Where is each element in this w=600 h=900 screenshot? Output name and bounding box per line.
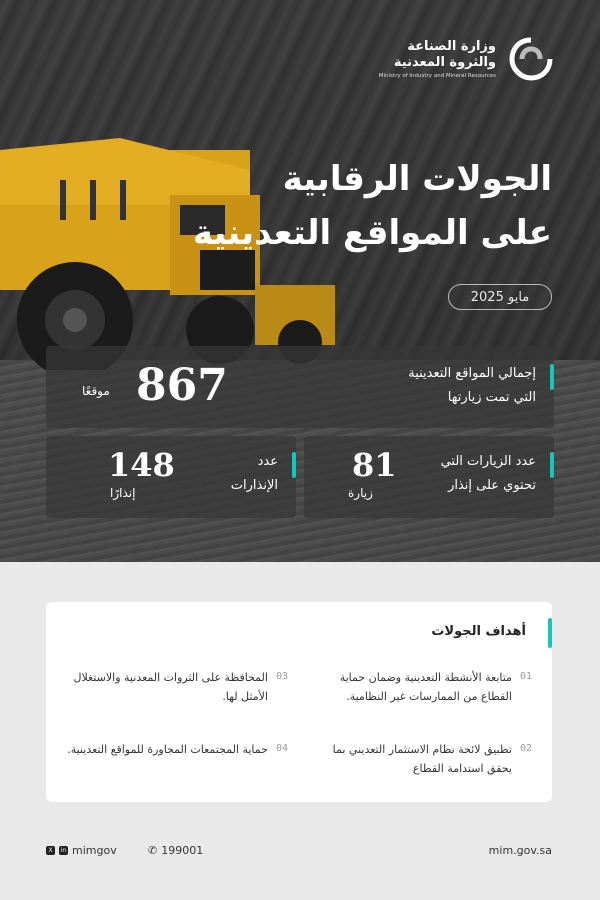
footer (0, 836, 600, 866)
phone-icon: ✆ (148, 844, 158, 857)
title-line2: على المواقع التعدينية (192, 213, 552, 253)
stat-warnings-label-line1: عدد (257, 454, 278, 469)
stat-card-total (46, 346, 554, 428)
goal-item (312, 740, 532, 778)
stat-total-label-line2: التي تمت زيارتها (447, 390, 536, 405)
stat-visits-label (441, 450, 536, 498)
stat-card-visits (304, 436, 554, 518)
stat-visits-label-line1: عدد الزيارات التي (440, 454, 536, 469)
ministry-emblem-icon (508, 36, 554, 82)
goal-number: 01 (519, 671, 532, 682)
goal-number: 03 (275, 671, 288, 682)
stat-visits-label-line2: تحتوي على إنذار (448, 478, 536, 493)
logo-arabic-line2: والثروة المعدنية (393, 55, 496, 70)
stat-visits-unit: زيارة (348, 486, 373, 500)
stat-total-label (408, 362, 536, 410)
footer-website-url: mim.gov.sa (488, 844, 552, 857)
footer-phone-number: 199001 (161, 844, 204, 857)
stat-total-unit: موقعًا (82, 384, 110, 398)
stat-total-label-line1: إجمالي المواقع التعدينية (408, 366, 536, 381)
goals-card (46, 602, 552, 802)
card-accent (550, 452, 554, 478)
title-line1: الجولات الرقابية (282, 159, 552, 199)
date-badge: مايو 2025 (448, 284, 552, 310)
goal-text: متابعة الأنشطة التعدينية وضمان حماية القطاع من الممارسات غير النظامية. (339, 671, 512, 703)
stat-warnings-unit: إنذارًا (110, 486, 136, 500)
footer-phone[interactable] (148, 844, 203, 857)
stat-warnings-label (231, 450, 278, 498)
page-title (193, 152, 552, 260)
stat-card-warnings (46, 436, 296, 518)
goal-text: حماية المجتمعات المجاورة للمواقع التعدينية. (67, 743, 268, 756)
stat-total-value: 867 (136, 360, 228, 411)
goal-item (66, 740, 288, 759)
card-accent (292, 452, 296, 478)
ministry-logo (379, 36, 554, 82)
footer-website[interactable] (489, 844, 552, 857)
goal-item (312, 668, 532, 706)
linkedin-icon: in (60, 847, 67, 854)
stat-visits-value: 81 (352, 446, 397, 484)
goals-accent (548, 618, 552, 648)
footer-social-handle: mimgov (72, 844, 117, 857)
logo-arabic-line1: وزارة الصناعة (407, 39, 496, 54)
card-accent (550, 364, 554, 390)
x-icon: X (46, 846, 55, 855)
goals-title: أهداف الجولات (431, 624, 526, 639)
goal-number: 04 (275, 743, 288, 754)
footer-social[interactable] (46, 844, 117, 857)
logo-english: Ministry of Industry and Mineral Resources (378, 73, 496, 79)
goal-text: تطبيق لائحة نظام الاستثمار التعديني بما يحقق استدامة القطاع (332, 743, 512, 775)
stat-warnings-label-line2: الإنذارات (230, 478, 278, 493)
goal-text: المحافظة على الثروات المعدنية والاستغلال الأمثل لها. (73, 671, 268, 703)
goal-number: 02 (519, 743, 532, 754)
stat-warnings-value: 148 (108, 446, 175, 484)
goal-item (66, 668, 288, 706)
